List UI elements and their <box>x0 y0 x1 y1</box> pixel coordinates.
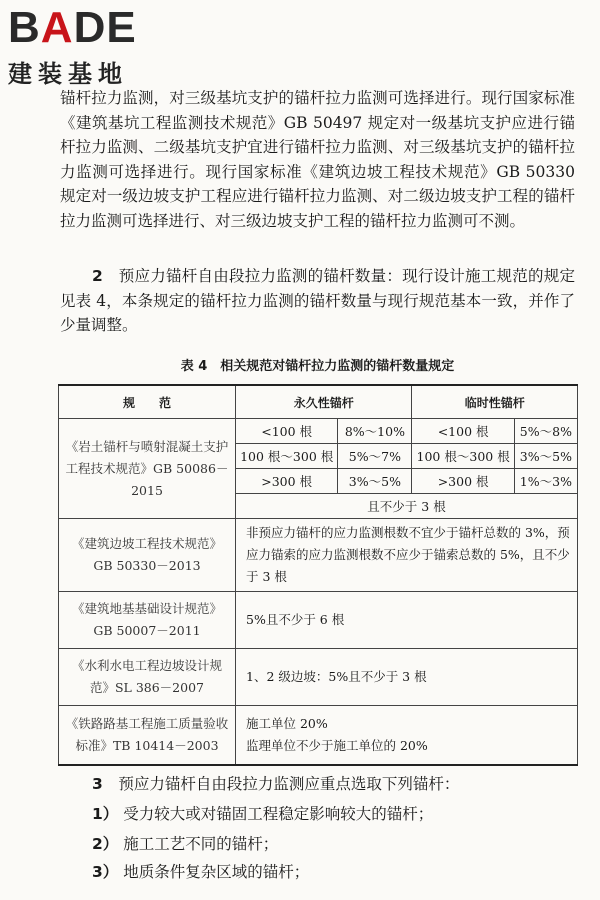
cell-requirement <box>236 706 578 766</box>
requirement-line: 监理单位不少于施工单位的 20% <box>246 738 428 753</box>
item-3: 3 预应力锚杆自由段拉力监测应重点选取下列锚杆： <box>92 775 460 793</box>
list-item: 3） 地质条件复杂区域的锚杆； <box>92 863 310 881</box>
cell: >300 根 <box>236 469 338 494</box>
table-row <box>59 419 578 444</box>
cell: 3%～5% <box>338 469 412 494</box>
cell-requirement: 1、2 级边坡：5%且不少于 3 根 <box>236 649 578 706</box>
list-item: 2） 施工工艺不同的锚杆； <box>92 835 279 853</box>
cell: 5%～7% <box>338 444 412 469</box>
body-paragraph-1: 锚杆拉力监测，对三级基坑支护的锚杆拉力监测可选择进行。现行国家标准《建筑基坑工程监测技术规范》GB 50497 规定对一级基坑支护应进行锚杆拉力监测、二级基坑支护宜进行锚杆拉力监测、对三级基坑支护的锚杆拉力监测可选择进行。现行国家标准《建筑边坡工程技术规范》GB 50330 规定对一级边坡支护工程应进行锚杆拉力监测、对二级边坡支护工程的锚杆拉力监测可选择进行、对三级边坡支护工程的锚杆拉力监测可不测。 <box>60 89 575 230</box>
standard-name: 《岩土锚杆与喷射混凝土支护工程技术规范》GB 50086－2015 <box>59 419 236 519</box>
standard-name: 《水利水电工程边坡设计规范》SL 386－2007 <box>59 649 236 706</box>
cell-note: 且不少于 3 根 <box>236 494 578 519</box>
brand-logo <box>8 3 178 88</box>
logo-chinese-text: 建装基地 <box>8 60 128 88</box>
standard-name: 《铁路路基工程施工质量验收标准》TB 10414－2003 <box>59 706 236 766</box>
cell: <100 根 <box>412 419 514 444</box>
header-standard: 规 范 <box>59 385 236 419</box>
table-row <box>59 649 578 706</box>
header-permanent: 永久性锚杆 <box>236 385 412 419</box>
cell: 1%～3% <box>514 469 577 494</box>
cell: 8%～10% <box>338 419 412 444</box>
cell: >300 根 <box>412 469 514 494</box>
table-caption: 表 4 相关规范对锚杆拉力监测的锚杆数量规定 <box>180 359 455 374</box>
cell-requirement: 非预应力锚杆的应力监测根数不宜少于锚杆总数的 3%，预应力锚索的应力监测根数不应少于锚索总数的 5%，且不少于 3 根 <box>236 519 578 592</box>
header-temporary: 临时性锚杆 <box>412 385 578 419</box>
cell: 5%～8% <box>514 419 577 444</box>
body-paragraph-2: 2 预应力锚杆自由段拉力监测的锚杆数量：现行设计施工规范的规定见表 4，本条规定的锚杆拉力监测的锚杆数量与现行规范基本一致，并作了少量调整。 <box>60 267 575 334</box>
cell-requirement: 5%且不少于 6 根 <box>236 592 578 649</box>
table-anchor-count <box>58 384 578 766</box>
cell: 3%～5% <box>514 444 577 469</box>
standard-name: 《建筑地基基础设计规范》GB 50007－2011 <box>59 592 236 649</box>
standard-name: 《建筑边坡工程技术规范》GB 50330－2013 <box>59 519 236 592</box>
cell: <100 根 <box>236 419 338 444</box>
cell: 100 根～300 根 <box>236 444 338 469</box>
list-item: 1） 受力较大或对锚固工程稳定影响较大的锚杆； <box>92 805 434 823</box>
table-row <box>59 519 578 592</box>
requirement-line: 施工单位 20% <box>246 716 328 731</box>
logo-wordmark: BADE <box>8 3 137 52</box>
table-row <box>59 592 578 649</box>
table-header-row <box>59 385 578 419</box>
table-row <box>59 706 578 766</box>
cell: 100 根～300 根 <box>412 444 514 469</box>
